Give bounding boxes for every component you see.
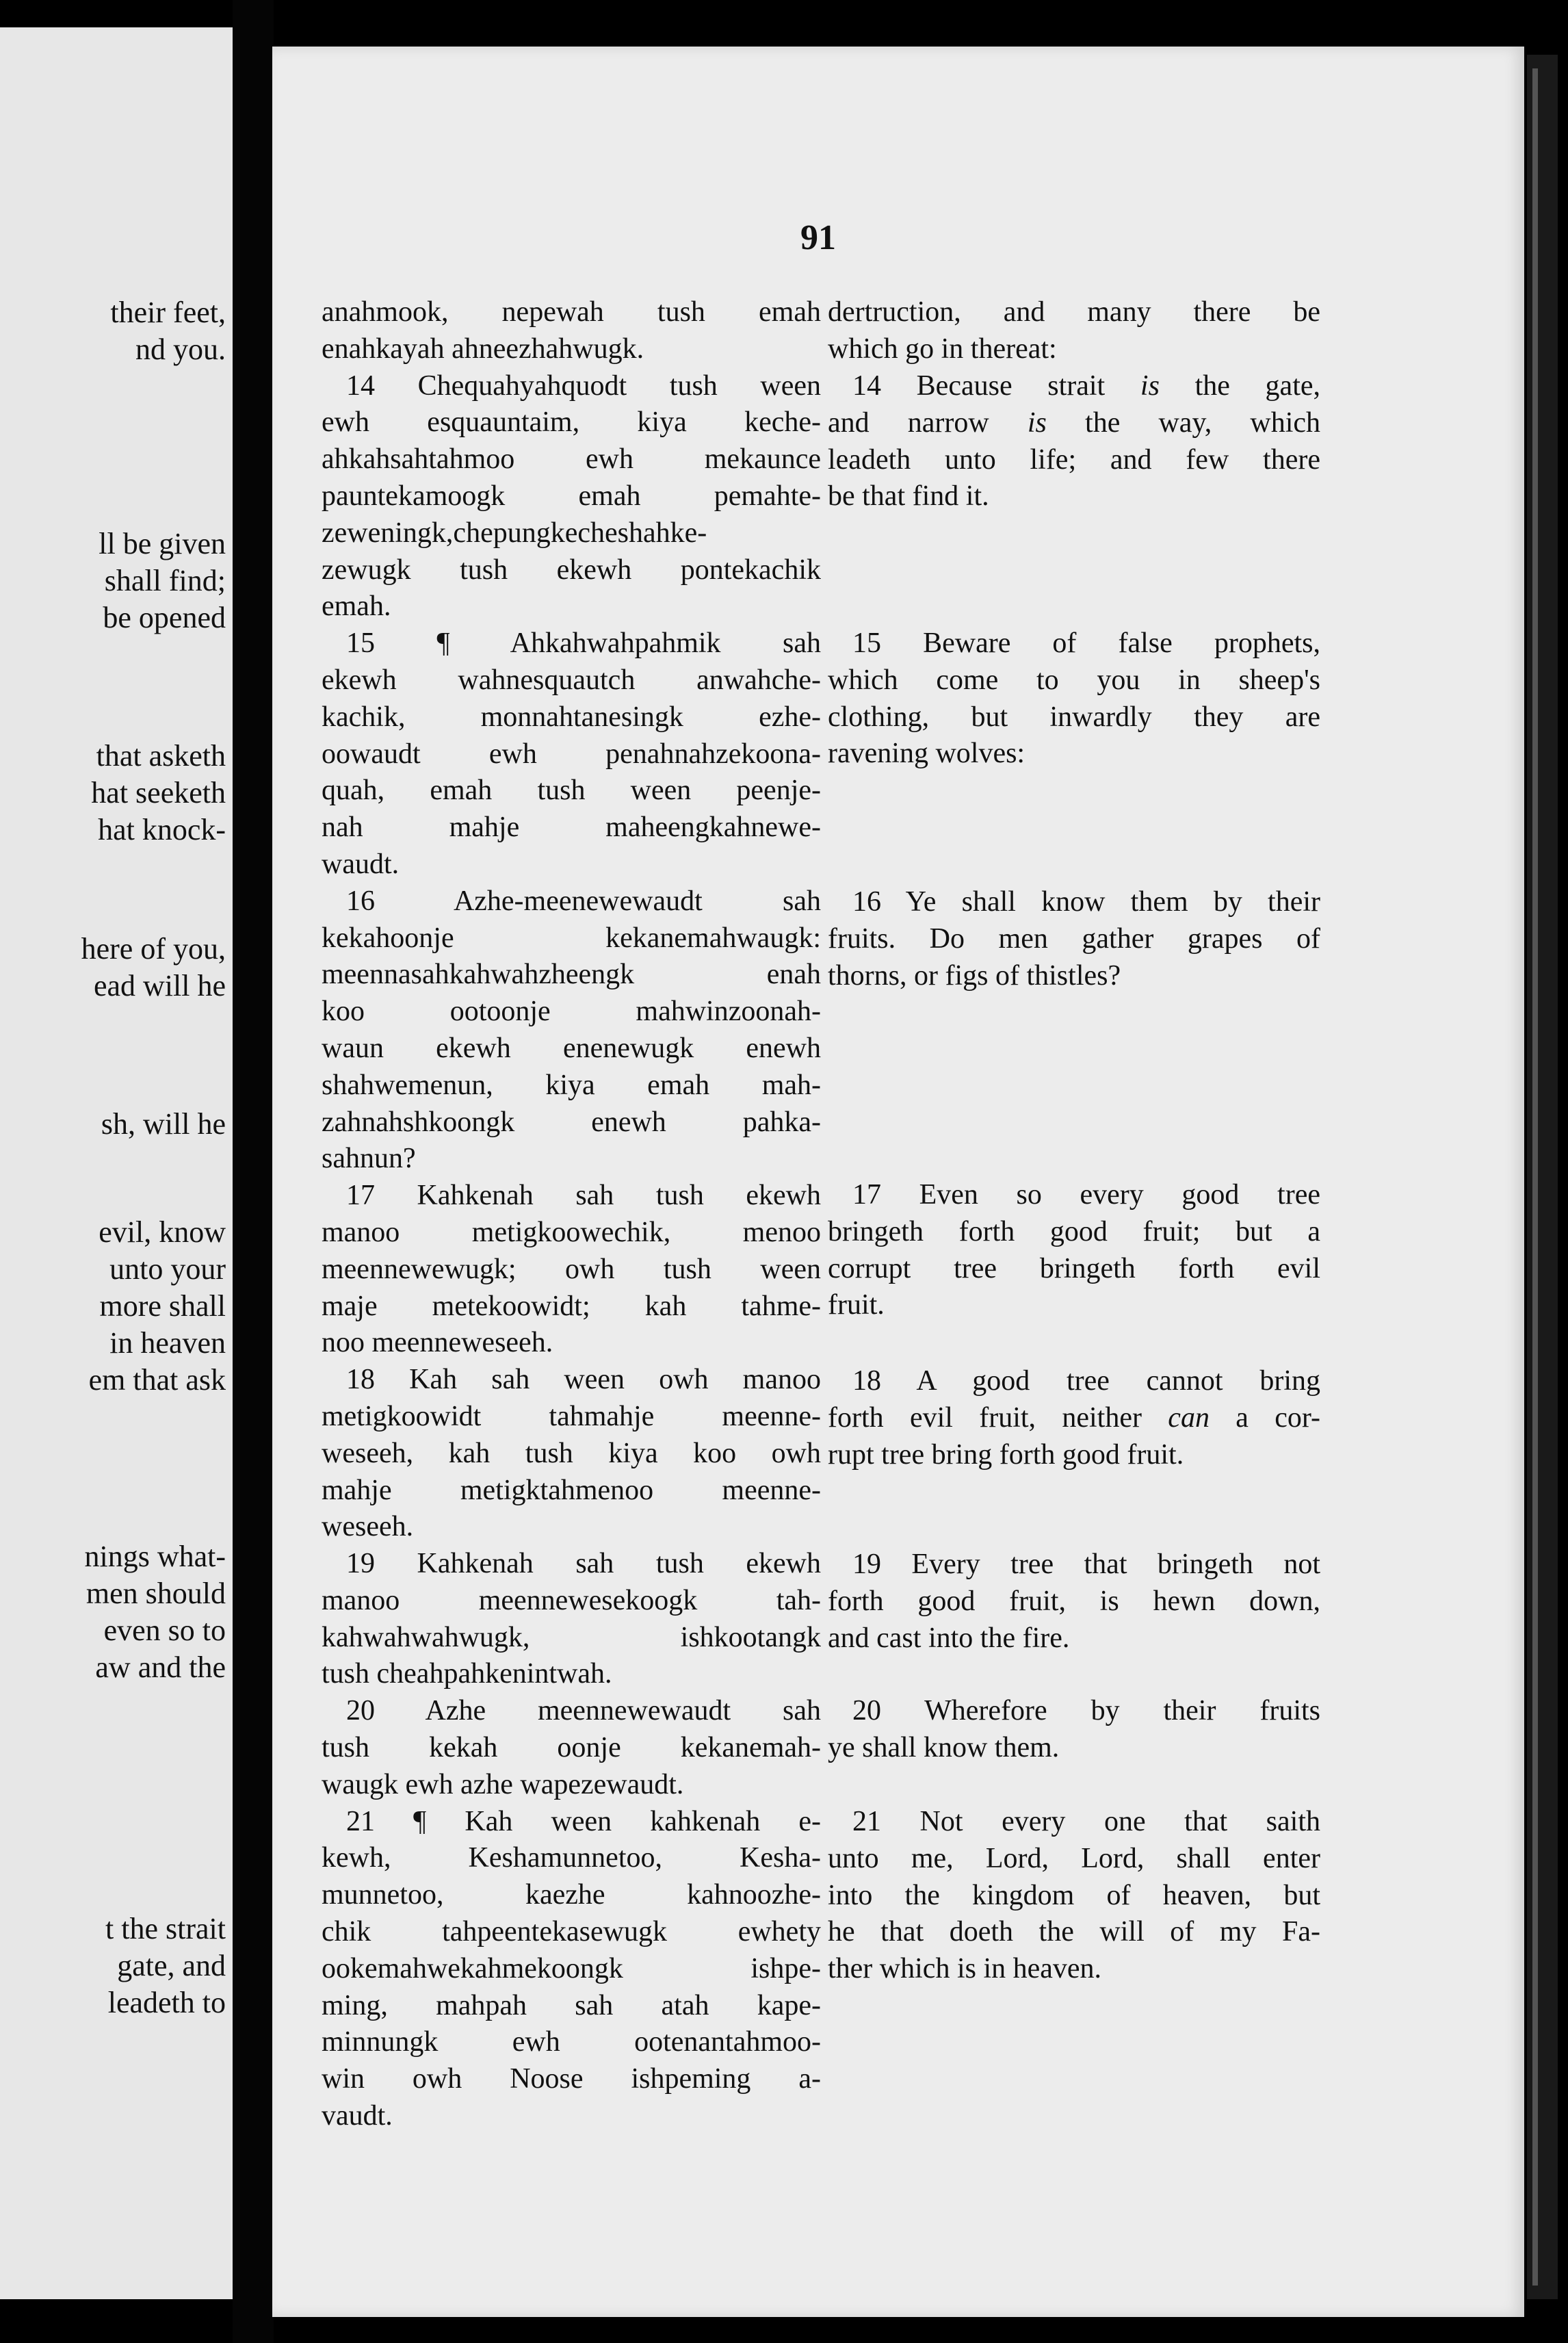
left-page-line: ll be given <box>99 527 226 560</box>
left-page-line: men should <box>86 1577 226 1610</box>
ojibwe-line: zahnahshkoongk enewh pahka- <box>322 1106 821 1138</box>
left-page-line: be opened <box>103 601 226 634</box>
left-page-line: their feet, <box>110 296 226 329</box>
ojibwe-verse <box>322 883 821 1178</box>
ojibwe-line: maje metekoowidt; kah tahme- <box>322 1290 821 1322</box>
english-line: dertruction, and many there be <box>828 296 1320 328</box>
ojibwe-line: noo meenneweseeh. <box>322 1327 553 1359</box>
english-verse <box>828 625 1320 773</box>
english-line: 17 Even so every good tree <box>852 1179 1320 1211</box>
ojibwe-column <box>322 294 821 2135</box>
english-verse <box>828 1177 1320 1324</box>
english-line: 21 Not every one that saith <box>852 1806 1320 1837</box>
ojibwe-line: vaudt. <box>322 2100 393 2132</box>
ojibwe-line: ming, mahpah sah atah kape- <box>322 1989 821 2021</box>
ojibwe-line: 21 ¶ Kah ween kahkenah e- <box>346 1805 821 1837</box>
ojibwe-line: manoo meennewesekoogk tah- <box>322 1584 821 1616</box>
page-edge-highlight <box>1532 68 1538 2286</box>
ojibwe-line: zeweningk,chepungkecheshahke- <box>322 517 707 549</box>
ojibwe-line: kekahoonje kekanemahwaugk: <box>322 922 821 954</box>
left-page-line: unto your <box>109 1252 226 1286</box>
ojibwe-verse <box>322 1804 821 2135</box>
english-line: which come to you in sheep's <box>828 664 1320 696</box>
ojibwe-line: ewh esquauntaim, kiya keche- <box>322 406 821 439</box>
english-line: fruit. <box>828 1289 885 1321</box>
left-page-line: nd you. <box>135 333 226 366</box>
left-facing-page <box>0 27 233 2299</box>
ojibwe-line: kahwahwahwugk, ishkootangk <box>322 1621 821 1653</box>
ojibwe-line: sahnun? <box>322 1143 416 1175</box>
ojibwe-line: waugk ewh azhe wapezewaudt. <box>322 1768 684 1800</box>
left-page-line: gate, and <box>117 1949 226 1982</box>
english-line: 14 Because strait is the gate, <box>852 370 1321 402</box>
left-page-line: sh, will he <box>101 1107 226 1141</box>
ojibwe-line: nah mahje maheengkahnewe- <box>322 812 821 844</box>
ojibwe-verse <box>322 1693 821 1803</box>
english-verse <box>828 1546 1320 1657</box>
english-line: ther which is in heaven. <box>828 1953 1102 1985</box>
english-line: clothing, but inwardly they are <box>828 701 1320 733</box>
ojibwe-line: 17 Kahkenah sah tush ekewh <box>346 1180 821 1212</box>
ojibwe-verse <box>322 1362 821 1546</box>
ojibwe-line: 18 Kah sah ween owh manoo <box>346 1364 821 1396</box>
ojibwe-line: meennewewugk; owh tush ween <box>322 1253 821 1285</box>
ojibwe-line: ahkahsahtahmoo ewh mekaunce <box>322 443 821 476</box>
ojibwe-line: tush cheahpahkenintwah. <box>322 1658 612 1690</box>
ojibwe-verse <box>322 294 821 368</box>
left-page-line: em that ask <box>88 1363 226 1397</box>
english-line: he that doeth the will of my Fa- <box>828 1916 1320 1948</box>
left-page-line: nings what- <box>84 1540 226 1573</box>
left-page-line: even so to <box>103 1614 226 1647</box>
english-line: 16 Ye shall know them by their <box>852 886 1320 918</box>
left-page-line: aw and the <box>95 1651 226 1684</box>
ojibwe-verse <box>322 368 821 626</box>
ojibwe-line: koo ootoonje mahwinzoonah- <box>322 996 821 1028</box>
english-line: rupt tree bring forth good fruit. <box>828 1438 1184 1471</box>
left-page-line: in heaven <box>109 1326 226 1360</box>
english-verse <box>828 1693 1320 1767</box>
english-verse <box>828 884 1320 994</box>
english-line: 15 Beware of false prophets, <box>852 627 1320 659</box>
ojibwe-line: chik tahpeentekasewugk ewhety <box>322 1916 821 1948</box>
ojibwe-line: shahwemenun, kiya emah mah- <box>322 1069 821 1101</box>
english-line: thorns, or figs of thistles? <box>828 959 1121 992</box>
english-line: corrupt tree bringeth forth evil <box>828 1252 1320 1284</box>
english-line: 18 A good tree cannot bring <box>852 1365 1320 1397</box>
ojibwe-line: ekewh wahnesquautch anwahche- <box>322 664 821 696</box>
ojibwe-line: emah. <box>322 591 391 623</box>
ojibwe-line: anahmook, nepewah tush emah <box>322 296 821 328</box>
ojibwe-line: waudt. <box>322 848 400 880</box>
english-verse <box>828 368 1320 515</box>
english-line: unto me, Lord, Lord, shall enter <box>828 1842 1320 1874</box>
ojibwe-line: quah, emah tush ween peenje- <box>322 775 821 807</box>
english-line: forth evil fruit, neither can a cor- <box>828 1401 1320 1434</box>
english-line: leadeth unto life; and few there <box>828 443 1320 476</box>
ojibwe-line: weseeh, kah tush kiya koo owh <box>322 1437 821 1469</box>
english-verse <box>828 294 1320 368</box>
ojibwe-line: minnungk ewh ootenantahmoo- <box>322 2026 821 2058</box>
left-page-line: more shall <box>99 1289 226 1323</box>
ojibwe-line: waun ekewh enenewugk enewh <box>322 1032 821 1064</box>
ojibwe-line: mahje metigktahmenoo meenne- <box>322 1474 821 1506</box>
ojibwe-line: kachik, monnahtanesingk ezhe- <box>322 701 821 733</box>
ojibwe-line: 15 ¶ Ahkahwahpahmik sah <box>346 627 821 660</box>
english-line: and narrow is the way, which <box>828 406 1321 439</box>
left-page-line: that asketh <box>96 739 226 773</box>
left-page-line: t the strait <box>105 1912 226 1945</box>
english-line: 19 Every tree that bringeth not <box>852 1549 1320 1580</box>
ojibwe-line: manoo metigkoowechik, menoo <box>322 1216 821 1248</box>
ojibwe-line: oowaudt ewh penahnahzekoona- <box>322 738 821 770</box>
english-line: bringeth forth good fruit; but a <box>828 1215 1320 1247</box>
left-page-line: hat knock- <box>98 813 226 846</box>
ojibwe-line: metigkoowidt tahmahje meenne- <box>322 1400 821 1432</box>
english-line: fruits. Do men gather grapes of <box>828 922 1320 955</box>
ojibwe-line: tush kekah oonje kekanemah- <box>322 1732 821 1764</box>
ojibwe-line: enahkayah ahneezhahwugk. <box>322 333 644 365</box>
ojibwe-line: kewh, Keshamunnetoo, Kesha- <box>322 1842 821 1874</box>
ojibwe-line: 19 Kahkenah sah tush ekewh <box>346 1548 821 1580</box>
ojibwe-line: zewugk tush ekewh pontekachik <box>322 554 821 586</box>
english-line: ravening wolves: <box>828 738 1025 770</box>
page-edge <box>1527 55 1558 2299</box>
ojibwe-line: weseeh. <box>322 1511 414 1543</box>
ojibwe-verse <box>322 625 821 883</box>
english-line: into the kingdom of heaven, but <box>828 1879 1320 1911</box>
left-page-line: ead will he <box>93 969 226 1002</box>
ojibwe-line: pauntekamoogk emah pemahte- <box>322 480 821 512</box>
ojibwe-verse <box>322 1546 821 1693</box>
left-page-line: shall find; <box>104 564 226 597</box>
english-line: forth good fruit, is hewn down, <box>828 1585 1320 1617</box>
english-line: and cast into the fire. <box>828 1622 1070 1654</box>
ojibwe-line: ookemahwekahmekoongk ishpe- <box>322 1952 821 1984</box>
left-page-line: here of you, <box>81 932 226 966</box>
english-line: be that find it. <box>828 480 989 513</box>
ojibwe-line: meennasahkahwahzheengk enah <box>322 959 821 991</box>
ojibwe-verse <box>322 1178 821 1362</box>
english-verse <box>828 1363 1320 1473</box>
page-number: 91 <box>800 218 836 257</box>
english-line: which go in thereat: <box>828 333 1057 365</box>
ojibwe-line: 14 Chequahyahquodt tush ween <box>346 370 821 402</box>
english-line: ye shall know them. <box>828 1731 1060 1763</box>
ojibwe-line: 16 Azhe-meenewewaudt sah <box>346 885 821 917</box>
book-gutter <box>233 0 274 2343</box>
ojibwe-line: 20 Azhe meennewewaudt sah <box>346 1695 821 1727</box>
left-page-line: evil, know <box>99 1215 226 1249</box>
left-page-line: hat seeketh <box>91 776 226 810</box>
left-page-line: leadeth to <box>107 1986 226 2019</box>
english-verse <box>828 1804 1320 1988</box>
english-line: 20 Wherefore by their fruits <box>852 1695 1320 1726</box>
ojibwe-line: win owh Noose ishpeming a- <box>322 2063 821 2095</box>
ojibwe-line: munnetoo, kaezhe kahnoozhe- <box>322 1879 821 1911</box>
